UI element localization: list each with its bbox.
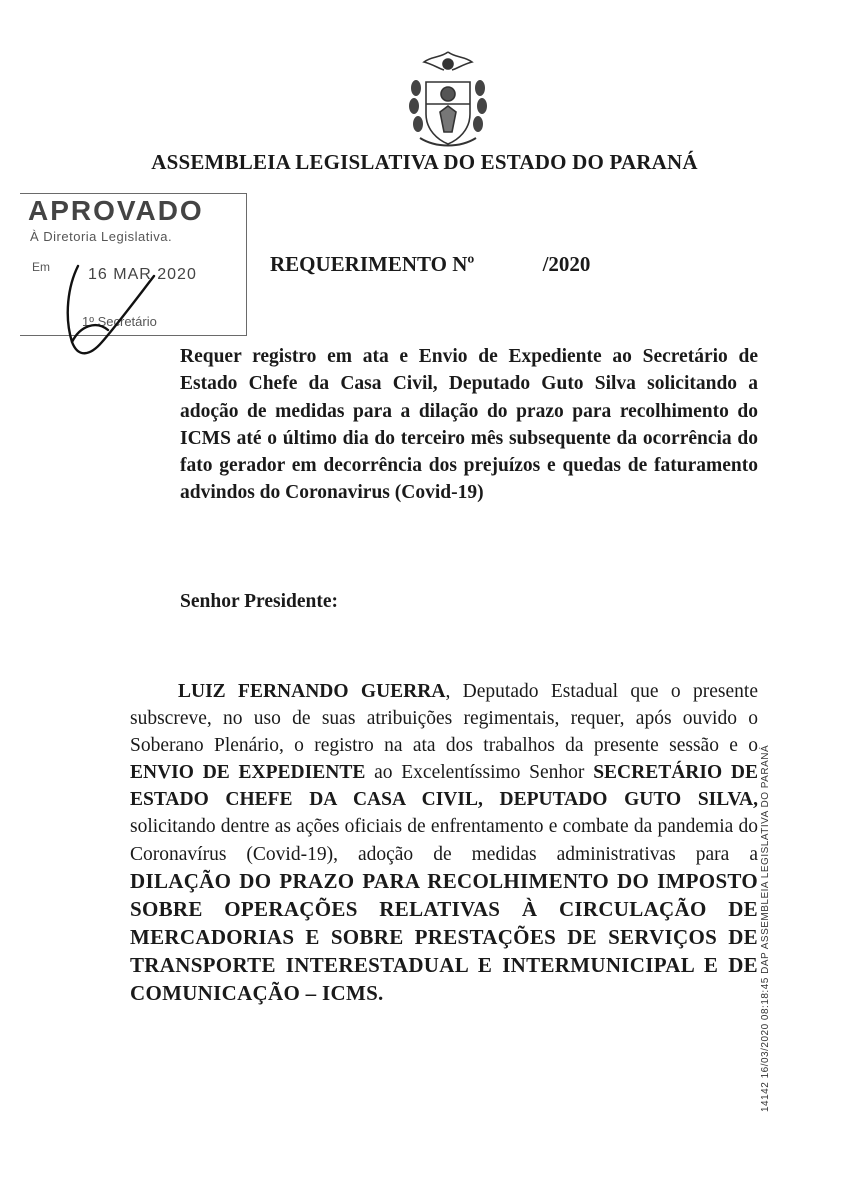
- requerimento-number: /2020: [542, 252, 591, 276]
- stamp-em-label: Em: [32, 260, 50, 274]
- protocol-stamp: 14142 16/03/2020 08:18:45 DAP ASSEMBLEIA LEGISLATIVA DO PARANÁ: [760, 744, 771, 1112]
- body-text-3: solicitando dentre as ações oficiais de enfrentamento e combate da pandemia do Coronavírus (Covid-19), adoção de medidas administrativas para a: [130, 816, 758, 865]
- body-text-2: ao Excelentíssimo Senhor: [365, 762, 594, 784]
- body-paragraph: [130, 678, 758, 1008]
- institution-header: ASSEMBLEIA LEGISLATIVA DO ESTADO DO PARANÁ: [151, 150, 698, 174]
- stamp-status: APROVADO: [28, 195, 204, 226]
- summary-paragraph: Requer registro em ata e Envio de Expediente ao Secretário de Estado Chefe da Casa Civil, Deputado Guto Silva solicitando a adoção de medidas para a dilação do prazo para recolhimento do ICMS até o último dia do terceiro mês subsequente da ocorrência do fato gerador em decorrência dos prejuízos e quedas de faturamento advindos do Coronavirus (Covid-19): [180, 346, 758, 504]
- handwritten-signature-icon: [50, 246, 160, 366]
- state-coat-of-arms-icon: [396, 48, 500, 152]
- requerimento-title: [270, 252, 590, 277]
- approval-stamp: [20, 193, 247, 336]
- stamp-destination: À Diretoria Legislativa.: [30, 229, 173, 244]
- stamp-date: 16 MAR 2020: [88, 266, 197, 283]
- request-text: DILAÇÃO DO PRAZO PARA RECOLHIMENTO DO IMPOSTO SOBRE OPERAÇÕES RELATIVAS À CIRCULAÇÃO DE MERCADORIAS E SOBRE PRESTAÇÕES DE SERVIÇOS DE TRANSPORTE INTERESTADUAL E INTERMUNICIPAL E DE COMUNICAÇÃO – ICMS.: [130, 868, 758, 1006]
- stamp-signatory: 1º Secretário: [82, 314, 157, 329]
- expediente-text: ENVIO DE EXPEDIENTE: [130, 762, 366, 784]
- author-name: LUIZ FERNANDO GUERRA: [178, 681, 446, 702]
- body-text-1: , Deputado Estadual que o presente subscreve, no uso de suas atribuições regimentais, requer, após ouvido o Soberano Plenário, o registro na ata dos trabalhos da presente sessão e o: [130, 681, 759, 757]
- salutation: Senhor Presidente:: [180, 591, 338, 612]
- requerimento-label: REQUERIMENTO Nº: [270, 252, 475, 276]
- recipient-text: SECRETÁRIO DE ESTADO CHEFE DA CASA CIVIL, DEPUTADO GUTO SILVA,: [130, 762, 758, 811]
